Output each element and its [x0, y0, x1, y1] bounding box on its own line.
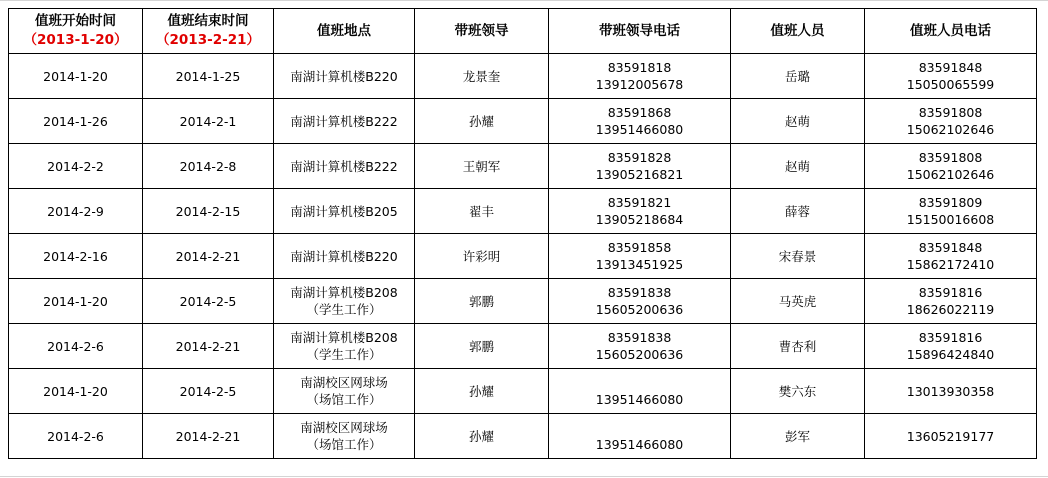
cell-end-date[interactable]: 2014-2-8: [143, 144, 274, 189]
cell-staff-phone[interactable]: [865, 189, 1037, 234]
cell-leader-phone-line-2: 13951466080: [595, 122, 684, 137]
cell-leader-phone-line-1: 83591868: [607, 105, 672, 120]
cell-staff-phone[interactable]: [865, 234, 1037, 279]
cell-leader-phone-line-1: 83591821: [607, 195, 672, 210]
table-row: [9, 99, 1037, 144]
cell-leader[interactable]: 孙耀: [415, 369, 549, 414]
table-row: [9, 144, 1037, 189]
cell-location-line-2: （场馆工作）: [306, 437, 382, 452]
cell-leader[interactable]: 王朝军: [415, 144, 549, 189]
cell-leader-phone[interactable]: [549, 414, 731, 459]
cell-staff-phone-line-1: 83591808: [918, 150, 983, 165]
cell-staff[interactable]: 马英虎: [731, 279, 865, 324]
cell-location-line-2: （场馆工作）: [306, 392, 382, 407]
header-start-title: 值班开始时间: [35, 13, 116, 29]
header-start-note: （2013-1-20）: [23, 32, 128, 48]
duty-roster-table: [8, 8, 1037, 459]
cell-location-line-2: （学生工作）: [306, 347, 382, 362]
cell-staff-phone-line-1: 83591809: [918, 195, 983, 210]
header-cell-location[interactable]: 值班地点: [274, 9, 415, 54]
cell-staff-phone-line-2: 15896424840: [906, 347, 995, 362]
cell-staff-phone[interactable]: [865, 99, 1037, 144]
cell-staff-phone-line-2: 15050065599: [906, 77, 995, 92]
cell-end-date[interactable]: 2014-2-15: [143, 189, 274, 234]
cell-location[interactable]: [274, 324, 415, 369]
table-row: [9, 279, 1037, 324]
cell-staff-phone-line-1: 83591848: [918, 60, 983, 75]
cell-leader-phone[interactable]: [549, 54, 731, 99]
cell-leader-phone[interactable]: [549, 144, 731, 189]
cell-leader-phone-line-1: 83591838: [607, 330, 672, 345]
cell-start-date[interactable]: 2014-2-16: [9, 234, 143, 279]
header-cell-start[interactable]: [9, 9, 143, 54]
cell-leader-phone-line-2: 15605200636: [595, 347, 684, 362]
cell-leader-phone[interactable]: [549, 279, 731, 324]
grid-line-bottom: [0, 476, 1048, 477]
cell-location[interactable]: [274, 369, 415, 414]
cell-staff-phone-line-2: 15062102646: [906, 122, 995, 137]
cell-staff-phone-line-2: 18626022119: [906, 302, 995, 317]
header-cell-staff-phone[interactable]: 值班人员电话: [865, 9, 1037, 54]
table-row: [9, 414, 1037, 459]
cell-staff[interactable]: 樊六东: [731, 369, 865, 414]
cell-staff[interactable]: 薛蓉: [731, 189, 865, 234]
cell-staff-phone-line-2: 15150016608: [906, 212, 995, 227]
cell-location-line-1: 南湖校区网球场: [300, 375, 388, 390]
cell-end-date[interactable]: 2014-2-5: [143, 369, 274, 414]
cell-leader-phone-line-1: 83591838: [607, 285, 672, 300]
header-end-note: （2013-2-21）: [156, 32, 260, 48]
cell-leader-phone-line-2: 13951466080: [595, 437, 684, 452]
cell-staff-phone-line-2: 15862172410: [906, 257, 995, 272]
cell-staff-phone[interactable]: 13605219177: [865, 414, 1037, 459]
cell-start-date[interactable]: 2014-2-6: [9, 324, 143, 369]
cell-staff[interactable]: 岳璐: [731, 54, 865, 99]
cell-leader-phone-line-2: 13913451925: [595, 257, 684, 272]
cell-location[interactable]: 南湖计算机楼B222: [274, 99, 415, 144]
cell-leader-phone-line-2: 13951466080: [595, 392, 684, 407]
cell-leader[interactable]: 龙景奎: [415, 54, 549, 99]
cell-start-date[interactable]: 2014-2-2: [9, 144, 143, 189]
cell-location[interactable]: 南湖计算机楼B220: [274, 234, 415, 279]
cell-staff[interactable]: 赵萌: [731, 144, 865, 189]
cell-location-line-1: 南湖计算机楼B208: [290, 330, 398, 345]
cell-staff-phone[interactable]: 13013930358: [865, 369, 1037, 414]
cell-staff-phone[interactable]: [865, 324, 1037, 369]
cell-staff-phone[interactable]: [865, 54, 1037, 99]
cell-location-line-1: 南湖校区网球场: [300, 420, 388, 435]
cell-leader-phone[interactable]: [549, 324, 731, 369]
cell-location[interactable]: [274, 279, 415, 324]
cell-start-date[interactable]: 2014-2-6: [9, 414, 143, 459]
cell-start-date[interactable]: 2014-1-20: [9, 369, 143, 414]
cell-staff-phone-line-1: 83591816: [918, 285, 983, 300]
cell-leader-phone-line-1: [551, 419, 728, 436]
cell-leader-phone[interactable]: [549, 234, 731, 279]
cell-location[interactable]: 南湖计算机楼B220: [274, 54, 415, 99]
cell-location[interactable]: [274, 414, 415, 459]
cell-leader-phone-line-2: 13905216821: [595, 167, 684, 182]
header-cell-leader[interactable]: 带班领导: [415, 9, 549, 54]
cell-leader-phone[interactable]: [549, 189, 731, 234]
cell-staff-phone[interactable]: [865, 144, 1037, 189]
cell-end-date[interactable]: 2014-2-21: [143, 324, 274, 369]
cell-staff-phone-line-1: 83591816: [918, 330, 983, 345]
header-cell-staff[interactable]: 值班人员: [731, 9, 865, 54]
table-row: [9, 234, 1037, 279]
cell-leader[interactable]: 翟丰: [415, 189, 549, 234]
table-row: [9, 324, 1037, 369]
cell-leader-phone[interactable]: [549, 99, 731, 144]
cell-leader[interactable]: 郭鹏: [415, 279, 549, 324]
cell-staff-phone-line-2: 15062102646: [906, 167, 995, 182]
table-row: [9, 54, 1037, 99]
table-header-row: [9, 9, 1037, 54]
cell-start-date[interactable]: 2014-2-9: [9, 189, 143, 234]
header-cell-end[interactable]: [143, 9, 274, 54]
cell-leader-phone-line-2: 13912005678: [595, 77, 684, 92]
cell-staff-phone-line-1: 83591808: [918, 105, 983, 120]
cell-leader[interactable]: 孙耀: [415, 99, 549, 144]
cell-leader-phone[interactable]: [549, 369, 731, 414]
cell-location-line-1: 南湖计算机楼B208: [290, 285, 398, 300]
cell-location-line-2: （学生工作）: [306, 302, 382, 317]
cell-leader[interactable]: 孙耀: [415, 414, 549, 459]
cell-leader-phone-line-1: 83591858: [607, 240, 672, 255]
header-end-title: 值班结束时间: [167, 13, 249, 29]
cell-leader-phone-line-2: 15605200636: [595, 302, 684, 317]
cell-staff[interactable]: 宋春景: [731, 234, 865, 279]
table-row: [9, 189, 1037, 234]
cell-start-date[interactable]: 2014-1-26: [9, 99, 143, 144]
cell-staff[interactable]: 曹杏利: [731, 324, 865, 369]
cell-leader[interactable]: 郭鹏: [415, 324, 549, 369]
cell-end-date[interactable]: 2014-2-1: [143, 99, 274, 144]
cell-leader[interactable]: 许彩明: [415, 234, 549, 279]
cell-leader-phone-line-1: 83591828: [607, 150, 672, 165]
cell-start-date[interactable]: 2014-1-20: [9, 54, 143, 99]
cell-end-date[interactable]: 2014-2-21: [143, 234, 274, 279]
cell-location[interactable]: 南湖计算机楼B205: [274, 189, 415, 234]
cell-end-date[interactable]: 2014-2-21: [143, 414, 274, 459]
table-row: [9, 369, 1037, 414]
cell-leader-phone-line-2: 13905218684: [595, 212, 684, 227]
cell-leader-phone-line-1: 83591818: [607, 60, 672, 75]
header-cell-leader-phone[interactable]: 带班领导电话: [549, 9, 731, 54]
grid-line-top: [0, 0, 1048, 1]
cell-start-date[interactable]: 2014-1-20: [9, 279, 143, 324]
cell-staff[interactable]: 赵萌: [731, 99, 865, 144]
cell-staff-phone-line-1: 83591848: [918, 240, 983, 255]
cell-end-date[interactable]: 2014-1-25: [143, 54, 274, 99]
cell-leader-phone-line-1: [551, 374, 728, 391]
cell-staff-phone[interactable]: [865, 279, 1037, 324]
cell-staff[interactable]: 彭军: [731, 414, 865, 459]
cell-end-date[interactable]: 2014-2-5: [143, 279, 274, 324]
cell-location[interactable]: 南湖计算机楼B222: [274, 144, 415, 189]
